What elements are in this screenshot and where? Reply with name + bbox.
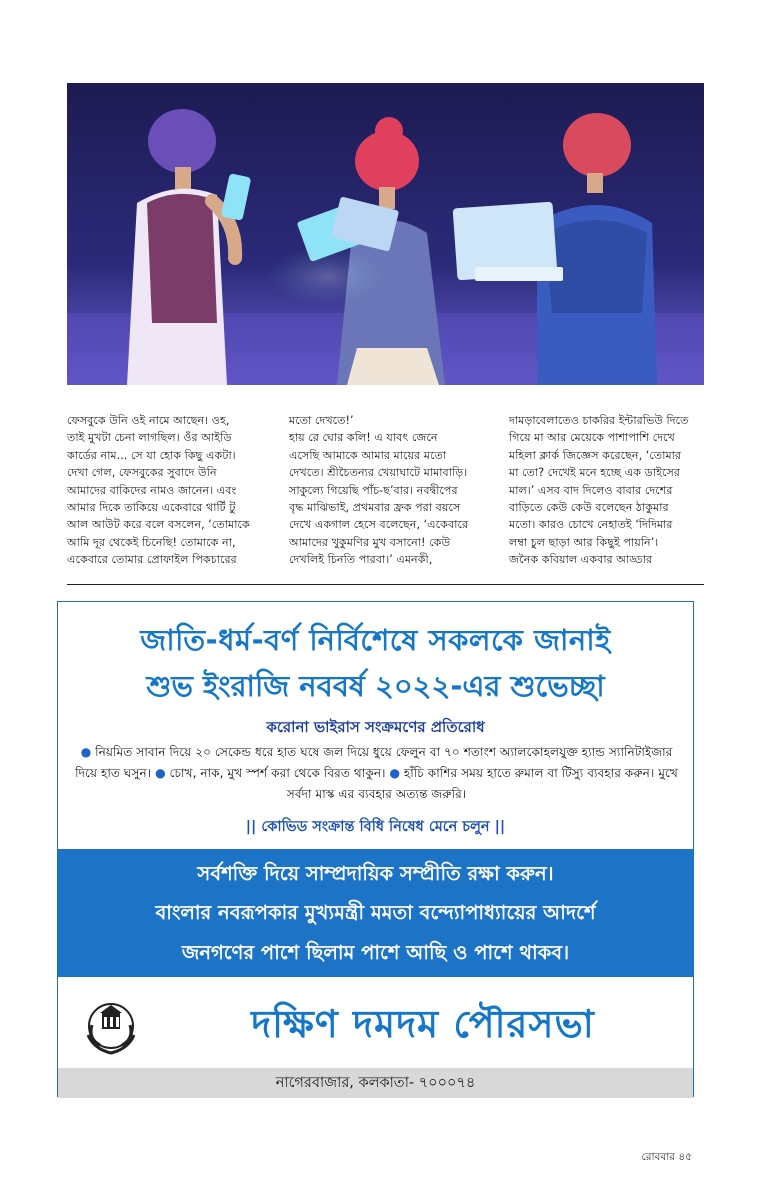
band-line-2: বাংলার নবরূপকার মুখ্যমন্ত্রী মমতা বন্দ্যোপাধ্যায়ের আদর্শে <box>155 901 596 924</box>
bullet-icon: ● <box>80 745 92 759</box>
people-using-devices-illustration <box>67 83 704 385</box>
municipality-address: নাগেরবাজার, কলকাতা- ৭০০০৭৪ <box>58 1068 693 1098</box>
municipality-advertisement <box>57 601 694 1097</box>
municipality-name: দক্ষিণ দমদম পৌরসভা <box>251 1002 595 1046</box>
article-column-2: মতো দেখতে!’ হায় রে ঘোর কলি! এ যাবৎ জেনে এসেছি আমাকে আমার মায়ের মতো দেখতে। শ্রীচৈতন্যর খেয়াঘাটে মামাবাড়ি। সাকুল্যে গিয়েছি পাঁচ-ছ’বার। নবদ্বীপের বৃদ্ধ মাঝিভাই, প্রথমবার ফ্রক পরা বয়সে দেখে একগাল হেসে বলেছেন, ‘একেবারে আমাদের খুকুমণির মুখ বসানো! কেউ দেখলিই চিনতি পারবা।’ এমনকী, <box>289 414 469 567</box>
article-column-3: দামড়াবেলাতেও চাকরির ইন্টারভিউ দিতে গিয়ে মা আর মেয়েকে পাশাপাশি দেখে মহিলা ক্লার্ক জিজ্ঞেস করেছেন, ‘তোমার মা তো? দেখেই মনে হচ্ছে এক ডাইসের মাল।’ এসব বাদ দিলেও বাবার দেশের বাড়িতে কেউ কেউ বলেছেন ঠাকুমার মতো। কারও চোখে নেহাতই ‘দিদিমার লম্বা চুল ছাড়া আর কিছুই পায়নি’। জনৈক কবিয়াল একবার আড্ডার <box>509 414 689 567</box>
bullet-icon: ● <box>155 766 166 780</box>
advice-no-touch: চোখ, নাক, মুখ স্পর্শ করা থেকে বিরত থাকুন। <box>165 766 390 780</box>
advice-handwash: নিয়মিত সাবান দিয়ে ২০ সেকেন্ড ধরে হাত ঘষে জল দিয়ে ধুয়ে ফেলুন বা ৭০ শতাংশ অ্যালকোহলযুক্ত হ্যান্ড স্যানিটাইজার দিয়ে হাত ঘসুন। <box>75 745 673 780</box>
bullet-icon: ● <box>389 766 400 780</box>
advice-mask: হাঁচি কাশির সময় হাতে রুমাল বা টিস্যু ব্যবহার করুন। মুখে সর্বদা মাস্ক এর ব্যবহার অত্যন্ত জরুরি। <box>286 766 678 801</box>
municipality-emblem-icon <box>80 995 142 1057</box>
band-line-3: জনগণের পাশে ছিলাম পাশে আছি ও পাশে থাকব। <box>181 941 570 964</box>
covid-rules-line: || কোভিড সংক্রান্ত বিধি নিষেধ মেনে চলুন || <box>245 819 506 835</box>
ad-headline-line-2: শুভ ইংরাজি নববর্ষ ২০২২-এর শুভেচ্ছা <box>146 669 605 703</box>
article-column-1: ফেসবুকে উনি ওই নামে আছেন। ওহ, তাই মুখটা চেনা লাগছিল। ওঁর আইডি কার্ডের নাম... সে যা হোক কিছু একটা। দেখা গেল, ফেসবুকের সুবাদে উনি আমাদের বাকিদের নামও জানেন। এবং আমার দিকে তাকিয়ে একেবারে থার্টি টু আল আউট করে বলে বসলেন, ‘তোমাকে আমি দূর থেকেই চিনেছি! তোমাকে না, একেবারে তোমার প্রোফাইল পিকচারের <box>67 414 250 567</box>
band-line-1: সর্বশক্তি দিয়ে সাম্প্রদায়িক সম্প্রীতি রক্ষা করুন। <box>197 862 554 885</box>
page-number: রোববার ৪৫ <box>641 1151 692 1163</box>
ad-headline-line-1: জাতি-ধর্ম-বর্ণ নির্বিশেষে সকলকে জানাই <box>140 623 611 657</box>
covid-advice-list <box>68 742 685 805</box>
ad-subheading: করোনা ভাইরাস সংক্রমণের প্রতিরোধ <box>266 718 485 736</box>
article-divider <box>67 584 704 585</box>
harmony-message-band <box>58 849 693 977</box>
article-body <box>67 412 704 580</box>
